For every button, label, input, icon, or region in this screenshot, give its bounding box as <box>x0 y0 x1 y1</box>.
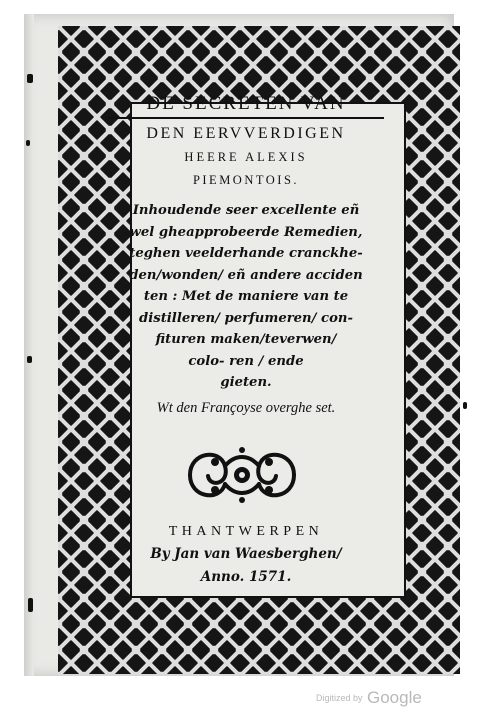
title-line-4: PIEMONTOIS. <box>192 173 300 187</box>
description-line: teghen veelderhande cranckhe- <box>129 246 363 261</box>
title-line-1: DE SECRETEN VAN <box>108 93 384 119</box>
description-line: Inhoudende seer excellente eñ <box>132 203 360 218</box>
description-line: den/wonden/ eñ andere acciden <box>129 267 363 283</box>
title-line-3: HEERE ALEXIS <box>184 150 308 164</box>
description-line: colo- ren / ende <box>188 353 304 369</box>
digitized-by-label: Digitized by <box>316 693 363 703</box>
google-logo-text: Google <box>366 688 422 707</box>
description-text <box>112 200 380 394</box>
translation-note: Wt den Françoyse overghe set. <box>156 400 336 416</box>
ink-mark <box>27 356 32 363</box>
description-line: gieten. <box>220 375 272 390</box>
imprint-printer: By Jan van Waesberghen/ <box>150 546 342 562</box>
ink-mark <box>26 140 30 146</box>
page-edge <box>24 14 34 676</box>
printers-ornament <box>180 440 304 510</box>
description-line: fituren maken/teverwen/ <box>155 332 337 347</box>
ink-mark <box>27 74 33 83</box>
imprint-city: THANTWERPEN <box>168 524 324 539</box>
description-line: ten : Met de maniere van te <box>143 289 349 304</box>
google-watermark <box>316 688 422 708</box>
title-line-2: DEN EERVVERDIGEN <box>146 125 346 142</box>
ink-mark <box>463 402 467 409</box>
description-line: distilleren/ perfumeren/ con- <box>139 310 353 326</box>
description-line: wel gheapprobeerde Remedien, <box>129 224 363 240</box>
imprint-year: Anno. 1571. <box>200 569 292 585</box>
ink-mark <box>28 598 33 612</box>
